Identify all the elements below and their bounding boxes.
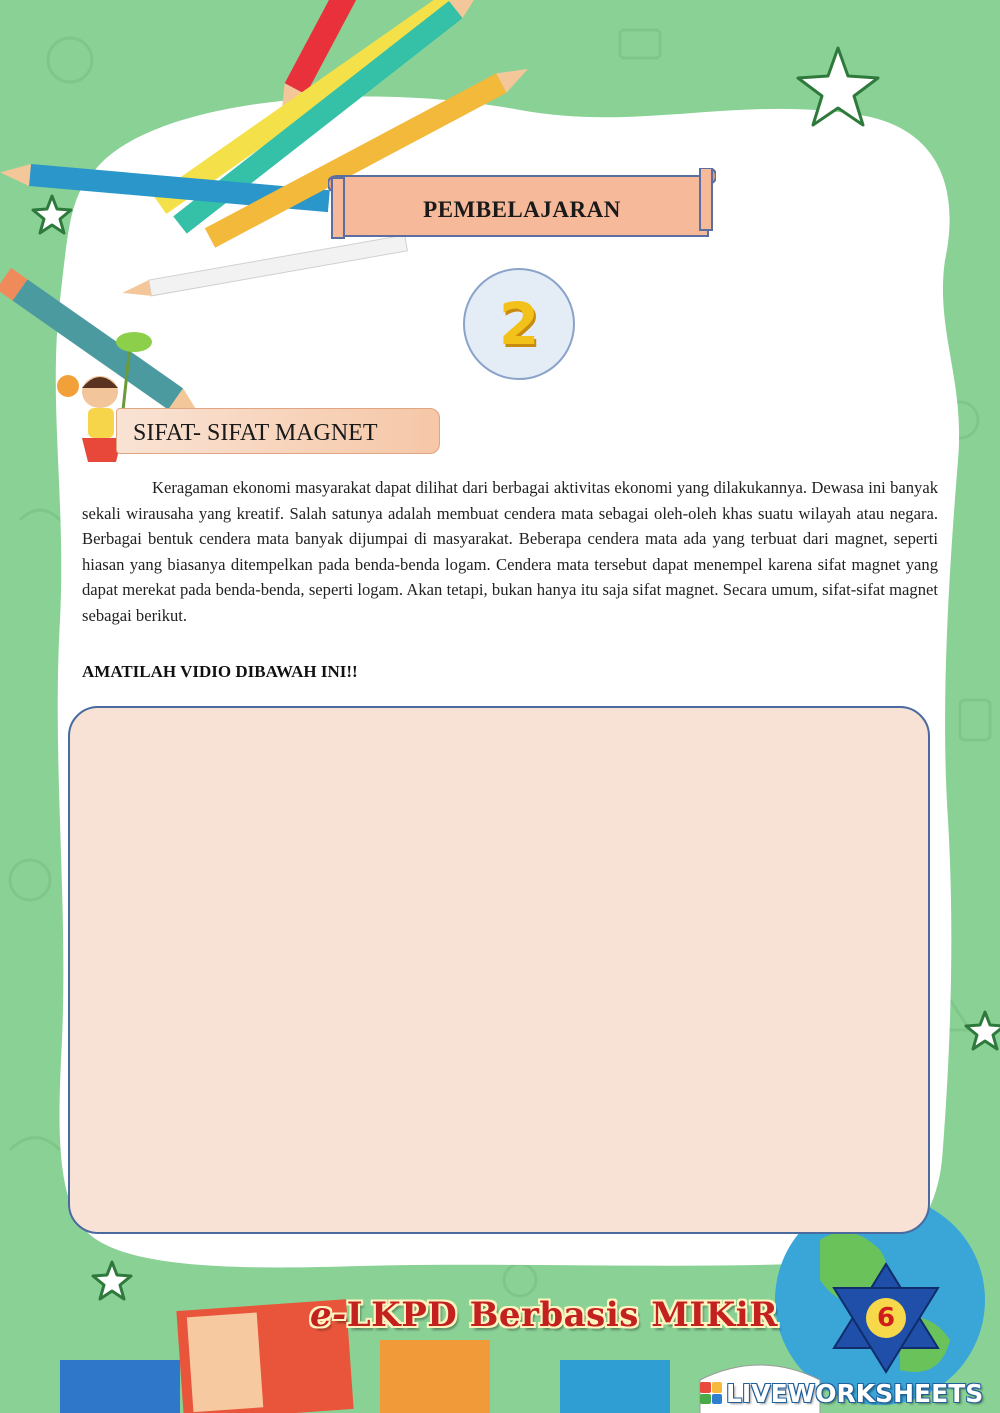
footer-title-main: LKPD Berbasis MIKiR [346,1295,778,1335]
lesson-number-badge [463,268,575,380]
star-icon [966,1012,1000,1049]
video-frame[interactable] [68,706,930,1234]
lesson-number: 2 [498,290,540,358]
star-icon [93,1262,131,1299]
footer-title [310,1295,778,1335]
liveworksheets-watermark [700,1378,983,1408]
instruction-text: AMATILAH VIDIO DIBAWAH INI!! [82,662,358,681]
page-title: PEMBELAJARAN [423,197,621,222]
title-banner [328,168,716,240]
body-paragraph: Keragaman ekonomi masyarakat dapat dilihat dari berbagai aktivitas ekonomi yang dilakukannya. Dewasa ini banyak sekali wirausaha yang kreatif. Salah satunya adalah membuat cendera mata sebagai oleh-oleh khas suatu wilayah atau negara. Berbagai bentuk cendera mata banyak dijumpai di masyarakat. Beberapa cendera mata ada yang terbuat dari magnet, seperti hiasan yang biasanya ditempelkan pada benda-benda logam. Cendera mata tersebut dapat menempel karena sifat magnet yang dapat merekat pada benda-benda, seperti logam. Akan tetapi, bukan hanya itu saja sifat magnet. Secara umum, sifat-sifat magnet sebagai berikut. [82,478,938,625]
section-title: SIFAT- SIFAT MAGNET [133,420,378,446]
grade-star-badge [826,1262,946,1374]
section-label [116,408,440,454]
star-icon [33,196,71,233]
footer-title-prefix: e- [310,1295,347,1335]
watermark-text: LIVEWORKSHEETS [726,1378,984,1408]
liveworksheets-logo-icon [700,1382,722,1404]
grade-number: 6 [876,1303,896,1333]
